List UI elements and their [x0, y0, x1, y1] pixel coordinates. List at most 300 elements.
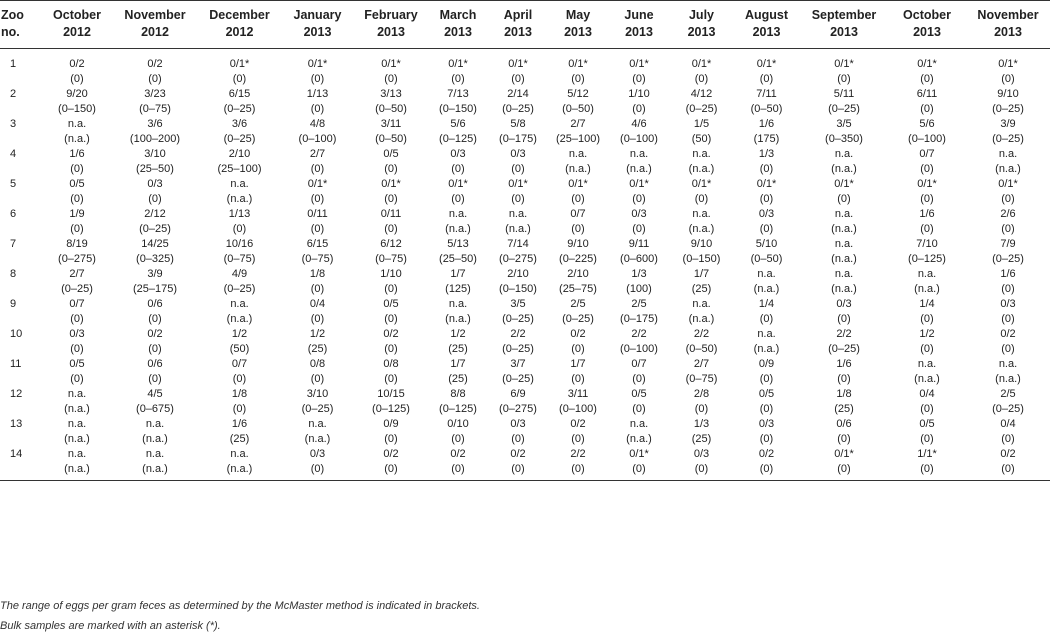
table-row	[0, 387, 1050, 417]
epg-range: (0)	[759, 193, 774, 205]
positive-count: 0/2	[758, 448, 775, 460]
table-cell	[428, 177, 488, 207]
positive-count: 0/4	[919, 388, 935, 400]
table-cell	[608, 177, 670, 207]
positive-count: 2/7	[693, 358, 710, 370]
table-cell	[112, 297, 198, 327]
positive-count: n.a.	[67, 388, 87, 400]
positive-count: 2/7	[69, 268, 85, 280]
positive-count: 0/1*	[307, 58, 328, 70]
epg-range: (n.a.)	[565, 163, 591, 175]
table-cell	[670, 357, 733, 387]
positive-count: 8/8	[450, 388, 466, 400]
positive-count: 7/13	[447, 88, 469, 100]
table-cell	[733, 147, 800, 177]
epg-range: (n.a.)	[831, 283, 857, 295]
positive-count: 1/2	[919, 328, 935, 340]
table-cell	[112, 177, 198, 207]
epg-range: (n.a.)	[64, 403, 90, 415]
epg-range: (n.a.)	[626, 163, 652, 175]
epg-range: (0)	[1001, 313, 1015, 325]
epg-range: (25)	[448, 343, 468, 355]
epg-range: (0–150)	[682, 253, 721, 265]
table-cell	[42, 267, 112, 297]
table-cell	[42, 147, 112, 177]
epg-range: (0)	[571, 223, 585, 235]
positive-count: 2/7	[309, 148, 326, 160]
table-cell	[354, 447, 428, 481]
table-row	[0, 447, 1050, 481]
zoo-number: 3	[10, 118, 17, 130]
table-cell	[198, 357, 281, 387]
positive-count: 0/7	[69, 298, 85, 310]
epg-range: (0–600)	[620, 253, 658, 265]
table-cell	[888, 117, 966, 147]
positive-count: 0/1*	[448, 58, 468, 70]
table-row	[0, 267, 1050, 297]
table-cell	[488, 177, 548, 207]
epg-range: (0–25)	[685, 103, 718, 115]
positive-count: 9/10	[690, 238, 713, 250]
table-cell	[548, 327, 608, 357]
positive-count: 0/7	[919, 148, 935, 160]
epg-range: (n.a.)	[64, 433, 90, 445]
positive-count: 0/2	[450, 448, 466, 460]
positive-count: 0/1*	[508, 178, 528, 190]
header-line-2: 2013	[444, 25, 472, 39]
positive-count: 1/3	[758, 148, 775, 160]
table-cell	[548, 267, 608, 297]
table-cell	[198, 297, 281, 327]
positive-count: 10/15	[377, 388, 405, 400]
positive-count: 1/7	[450, 358, 466, 370]
table-row	[0, 177, 1050, 207]
positive-count: 0/1*	[629, 178, 649, 190]
table-cell	[548, 49, 608, 88]
header-month	[888, 1, 966, 49]
table-cell	[800, 327, 888, 357]
table-cell	[198, 147, 281, 177]
header-month	[548, 1, 608, 49]
positive-count: 0/1*	[448, 178, 468, 190]
epg-range: (0)	[571, 193, 585, 205]
header-line-1: April	[503, 8, 533, 22]
table-cell	[428, 117, 488, 147]
header-line-1: August	[744, 8, 789, 22]
header-line-2: 2013	[377, 25, 405, 39]
table-cell	[966, 327, 1050, 357]
positive-count: 2/14	[507, 88, 529, 100]
table-cell	[428, 87, 488, 117]
table-cell	[670, 447, 733, 481]
epg-range: (0–100)	[559, 403, 597, 415]
table-cell	[354, 177, 428, 207]
epg-range: (0)	[920, 163, 934, 175]
epg-range: (0)	[1001, 223, 1015, 235]
table-cell	[198, 87, 281, 117]
zoo-number: 7	[10, 238, 17, 250]
positive-count: 3/10	[144, 148, 166, 160]
table-cell	[354, 297, 428, 327]
epg-range: (0)	[384, 193, 398, 205]
epg-range: (0–75)	[375, 253, 407, 265]
epg-range: (n.a.)	[445, 223, 471, 235]
epg-range: (n.a.)	[753, 283, 780, 295]
epg-range: (0)	[571, 433, 585, 445]
epg-range: (0)	[511, 163, 525, 175]
zoo-number: 2	[10, 88, 17, 100]
table-cell	[354, 387, 428, 417]
header-month	[354, 1, 428, 49]
table-cell	[488, 87, 548, 117]
table-cell	[800, 49, 888, 88]
table-cell	[42, 207, 112, 237]
positive-count: 0/1*	[834, 448, 854, 460]
table-cell	[548, 207, 608, 237]
positive-count: n.a.	[230, 178, 249, 190]
epg-range: (0)	[384, 283, 398, 295]
epg-range: (0–75)	[223, 253, 256, 265]
header-month	[42, 1, 112, 49]
epg-range: (25)	[834, 403, 854, 415]
positive-count: 0/11	[307, 208, 328, 220]
epg-range: (0)	[232, 403, 247, 415]
positive-count: 0/1*	[917, 58, 937, 70]
header-line-1: June	[624, 8, 654, 22]
positive-count: n.a.	[834, 148, 854, 160]
epg-range: (0–75)	[301, 253, 334, 265]
table-cell	[488, 447, 548, 481]
epg-range: (0)	[384, 73, 398, 85]
table-cell	[488, 237, 548, 267]
header-line-2: 2013	[830, 25, 858, 39]
table-cell	[42, 177, 112, 207]
epg-range: (0)	[759, 433, 774, 445]
epg-range: (0)	[310, 373, 325, 385]
positive-count: 8/19	[66, 238, 88, 250]
positive-count: n.a.	[67, 118, 87, 130]
epg-range: (0)	[451, 433, 465, 445]
positive-count: n.a.	[508, 208, 528, 220]
epg-range: (n.a.)	[64, 463, 90, 475]
positive-count: 7/14	[507, 238, 529, 250]
positive-count: 6/15	[228, 88, 251, 100]
header-line-2: 2013	[303, 25, 332, 39]
table-cell	[281, 237, 354, 267]
table-cell	[966, 357, 1050, 387]
epg-range: (0)	[694, 193, 709, 205]
epg-range: (n.a.)	[914, 283, 940, 295]
epg-range: (0–75)	[139, 103, 171, 115]
positive-count: 1/6	[758, 118, 775, 130]
header-line-2: 2013	[504, 25, 532, 39]
table-cell	[354, 117, 428, 147]
epg-range: (0–50)	[375, 103, 407, 115]
epg-range: (25–50)	[136, 163, 174, 175]
epg-range: (0)	[232, 373, 247, 385]
table-cell	[670, 49, 733, 88]
epg-range: (0–275)	[58, 253, 96, 265]
epg-range: (0)	[837, 373, 851, 385]
positive-count: 3/5	[510, 298, 526, 310]
table-cell	[428, 417, 488, 447]
epg-range: (0)	[148, 373, 162, 385]
positive-count: 1/10	[380, 268, 402, 280]
positive-count: 1/6	[919, 208, 935, 220]
table-cell	[354, 87, 428, 117]
table-cell	[281, 267, 354, 297]
table-cell	[733, 387, 800, 417]
table-body	[0, 49, 1050, 481]
header-month	[608, 1, 670, 49]
table-row	[0, 87, 1050, 117]
positive-count: 0/1*	[917, 178, 937, 190]
table-row	[0, 147, 1050, 177]
zoo-number: 12	[10, 388, 23, 400]
table-cell	[800, 177, 888, 207]
epg-range: (0)	[837, 313, 851, 325]
table-cell	[354, 417, 428, 447]
positive-count: 0/8	[383, 358, 399, 370]
table-cell	[488, 207, 548, 237]
positive-count: 2/12	[144, 208, 166, 220]
positive-count: n.a.	[998, 148, 1018, 160]
positive-count: n.a.	[145, 418, 165, 430]
epg-range: (0–25)	[992, 253, 1024, 265]
epg-range: (0–100)	[620, 133, 658, 145]
epg-range: (0)	[571, 373, 585, 385]
table-cell	[670, 387, 733, 417]
positive-count: 0/3	[631, 208, 647, 220]
table-cell	[608, 207, 670, 237]
epg-range: (0)	[511, 73, 525, 85]
positive-count: 0/1*	[756, 58, 777, 70]
table-cell	[670, 117, 733, 147]
table-cell	[198, 267, 281, 297]
positive-count: 1/7	[570, 358, 586, 370]
epg-range: (0)	[759, 313, 774, 325]
positive-count: 0/5	[631, 388, 647, 400]
epg-range: (0–25)	[502, 313, 534, 325]
header-line-2: 2013	[994, 25, 1022, 39]
positive-count: 0/1*	[691, 178, 712, 190]
positive-count: 2/2	[570, 448, 586, 460]
table-cell	[281, 117, 354, 147]
table-cell	[198, 327, 281, 357]
positive-count: 2/10	[567, 268, 589, 280]
epg-range: (0–50)	[685, 343, 718, 355]
epg-range: (25–175)	[132, 283, 178, 295]
positive-count: 3/11	[567, 388, 589, 400]
table-cell	[112, 387, 198, 417]
table-header	[0, 1, 1050, 49]
positive-count: 5/12	[567, 88, 589, 100]
table-cell	[548, 177, 608, 207]
positive-count: 0/8	[309, 358, 326, 370]
epg-range: (0–125)	[908, 253, 946, 265]
epg-range: (n.a.)	[226, 193, 253, 205]
positive-count: 1/9	[69, 208, 85, 220]
epg-range: (0)	[384, 433, 398, 445]
header-line-2: no.	[1, 25, 20, 39]
positive-count: 7/9	[1000, 238, 1016, 250]
table-cell	[488, 49, 548, 88]
positive-count: 3/6	[231, 118, 248, 130]
table-cell	[800, 447, 888, 481]
table-cell	[670, 417, 733, 447]
table-cell	[608, 357, 670, 387]
epg-range: (0–25)	[502, 373, 534, 385]
header-month	[428, 1, 488, 49]
table-cell	[733, 177, 800, 207]
epg-range: (n.a.)	[995, 163, 1021, 175]
epg-range: (25–50)	[439, 253, 477, 265]
positive-count: 0/3	[1000, 298, 1016, 310]
positive-count: 5/11	[833, 88, 855, 100]
table-cell	[548, 417, 608, 447]
table-cell	[966, 237, 1050, 267]
epg-range: (50)	[229, 343, 250, 355]
header-month	[733, 1, 800, 49]
table-cell	[428, 237, 488, 267]
header-line-2: 2013	[564, 25, 592, 39]
epg-range: (0)	[232, 73, 247, 85]
table-cell	[888, 417, 966, 447]
epg-range: (0)	[759, 373, 774, 385]
epg-range: (0–125)	[439, 403, 477, 415]
positive-count: 0/2	[383, 328, 399, 340]
epg-range: (0)	[632, 463, 646, 475]
positive-count: 0/2	[1000, 328, 1016, 340]
epg-range: (0–25)	[301, 403, 334, 415]
epg-range: (0)	[759, 403, 774, 415]
epg-range: (0)	[632, 193, 646, 205]
table-cell	[966, 297, 1050, 327]
table-cell	[733, 207, 800, 237]
table-cell	[733, 237, 800, 267]
positive-count: 0/2	[510, 448, 526, 460]
table-cell	[112, 49, 198, 88]
table-cell	[354, 357, 428, 387]
table-cell	[428, 327, 488, 357]
table-cell	[966, 49, 1050, 88]
epg-range: (0)	[70, 193, 84, 205]
epg-range: (0)	[837, 193, 851, 205]
positive-count: 2/5	[631, 298, 647, 310]
epg-range: (0–125)	[439, 133, 477, 145]
table-cell	[733, 117, 800, 147]
table-cell	[488, 387, 548, 417]
table-cell	[966, 387, 1050, 417]
header-line-1: November	[124, 8, 186, 22]
table-cell	[800, 207, 888, 237]
positive-count: 2/10	[228, 148, 251, 160]
table-cell	[670, 177, 733, 207]
positive-count: 3/6	[147, 118, 163, 130]
positive-count: 3/23	[144, 88, 166, 100]
table-cell	[112, 447, 198, 481]
epg-range: (0–175)	[499, 133, 537, 145]
positive-count: 6/12	[380, 238, 402, 250]
positive-count: 2/10	[507, 268, 529, 280]
positive-count: 1/4	[758, 298, 775, 310]
zoo-number: 13	[10, 418, 23, 430]
table-cell	[281, 297, 354, 327]
epg-range: (0)	[920, 73, 934, 85]
epg-range: (0)	[70, 163, 84, 175]
table-cell	[966, 267, 1050, 297]
positive-count: 2/5	[570, 298, 586, 310]
positive-count: 5/6	[919, 118, 935, 130]
epg-range: (25–75)	[559, 283, 597, 295]
table-cell	[608, 237, 670, 267]
epg-range: (0–25)	[562, 313, 594, 325]
epg-range: (25–100)	[555, 133, 601, 145]
positive-count: 2/2	[631, 328, 647, 340]
positive-count: 0/3	[450, 148, 466, 160]
table-cell	[888, 327, 966, 357]
epg-range: (n.a.)	[914, 373, 940, 385]
epg-range: (25)	[229, 433, 250, 445]
table-cell	[281, 357, 354, 387]
table-cell	[608, 49, 670, 88]
epg-range: (0)	[920, 403, 934, 415]
epg-range: (0–25)	[223, 283, 256, 295]
epg-range: (0–100)	[908, 133, 946, 145]
epg-range: (n.a.)	[505, 223, 531, 235]
table-cell	[548, 87, 608, 117]
positive-count: 3/11	[380, 118, 402, 130]
table-row	[0, 49, 1050, 88]
positive-count: 7/10	[916, 238, 938, 250]
table-cell	[112, 417, 198, 447]
epg-range: (0–25)	[992, 133, 1024, 145]
table-row	[0, 327, 1050, 357]
table-cell	[112, 267, 198, 297]
table-cell	[281, 387, 354, 417]
table-cell	[733, 297, 800, 327]
epg-range: (0)	[837, 73, 851, 85]
table-cell	[488, 327, 548, 357]
positive-count: 0/1*	[229, 58, 250, 70]
positive-count: n.a.	[757, 268, 776, 280]
table-cell	[548, 447, 608, 481]
table-cell	[670, 327, 733, 357]
epg-range: (n.a.)	[226, 463, 253, 475]
positive-count: n.a.	[834, 268, 854, 280]
epg-range: (0)	[310, 283, 325, 295]
header-line-1: September	[811, 8, 877, 22]
positive-count: n.a.	[757, 328, 776, 340]
positive-count: 5/10	[755, 238, 778, 250]
epg-range: (0)	[70, 73, 84, 85]
epg-range: (0)	[920, 433, 934, 445]
positive-count: 6/9	[510, 388, 526, 400]
table-cell	[888, 297, 966, 327]
positive-count: 0/7	[631, 358, 647, 370]
epg-range: (0)	[148, 343, 162, 355]
header-line-2: 2013	[752, 25, 781, 39]
epg-range: (0)	[920, 343, 934, 355]
table-cell	[281, 177, 354, 207]
positive-count: 0/1*	[629, 58, 649, 70]
zoo-number: 8	[10, 268, 17, 280]
table-cell	[733, 357, 800, 387]
table-cell	[800, 87, 888, 117]
positive-count: 4/6	[631, 118, 647, 130]
epg-range: (n.a.)	[445, 313, 471, 325]
epg-range: (100–200)	[129, 133, 181, 145]
